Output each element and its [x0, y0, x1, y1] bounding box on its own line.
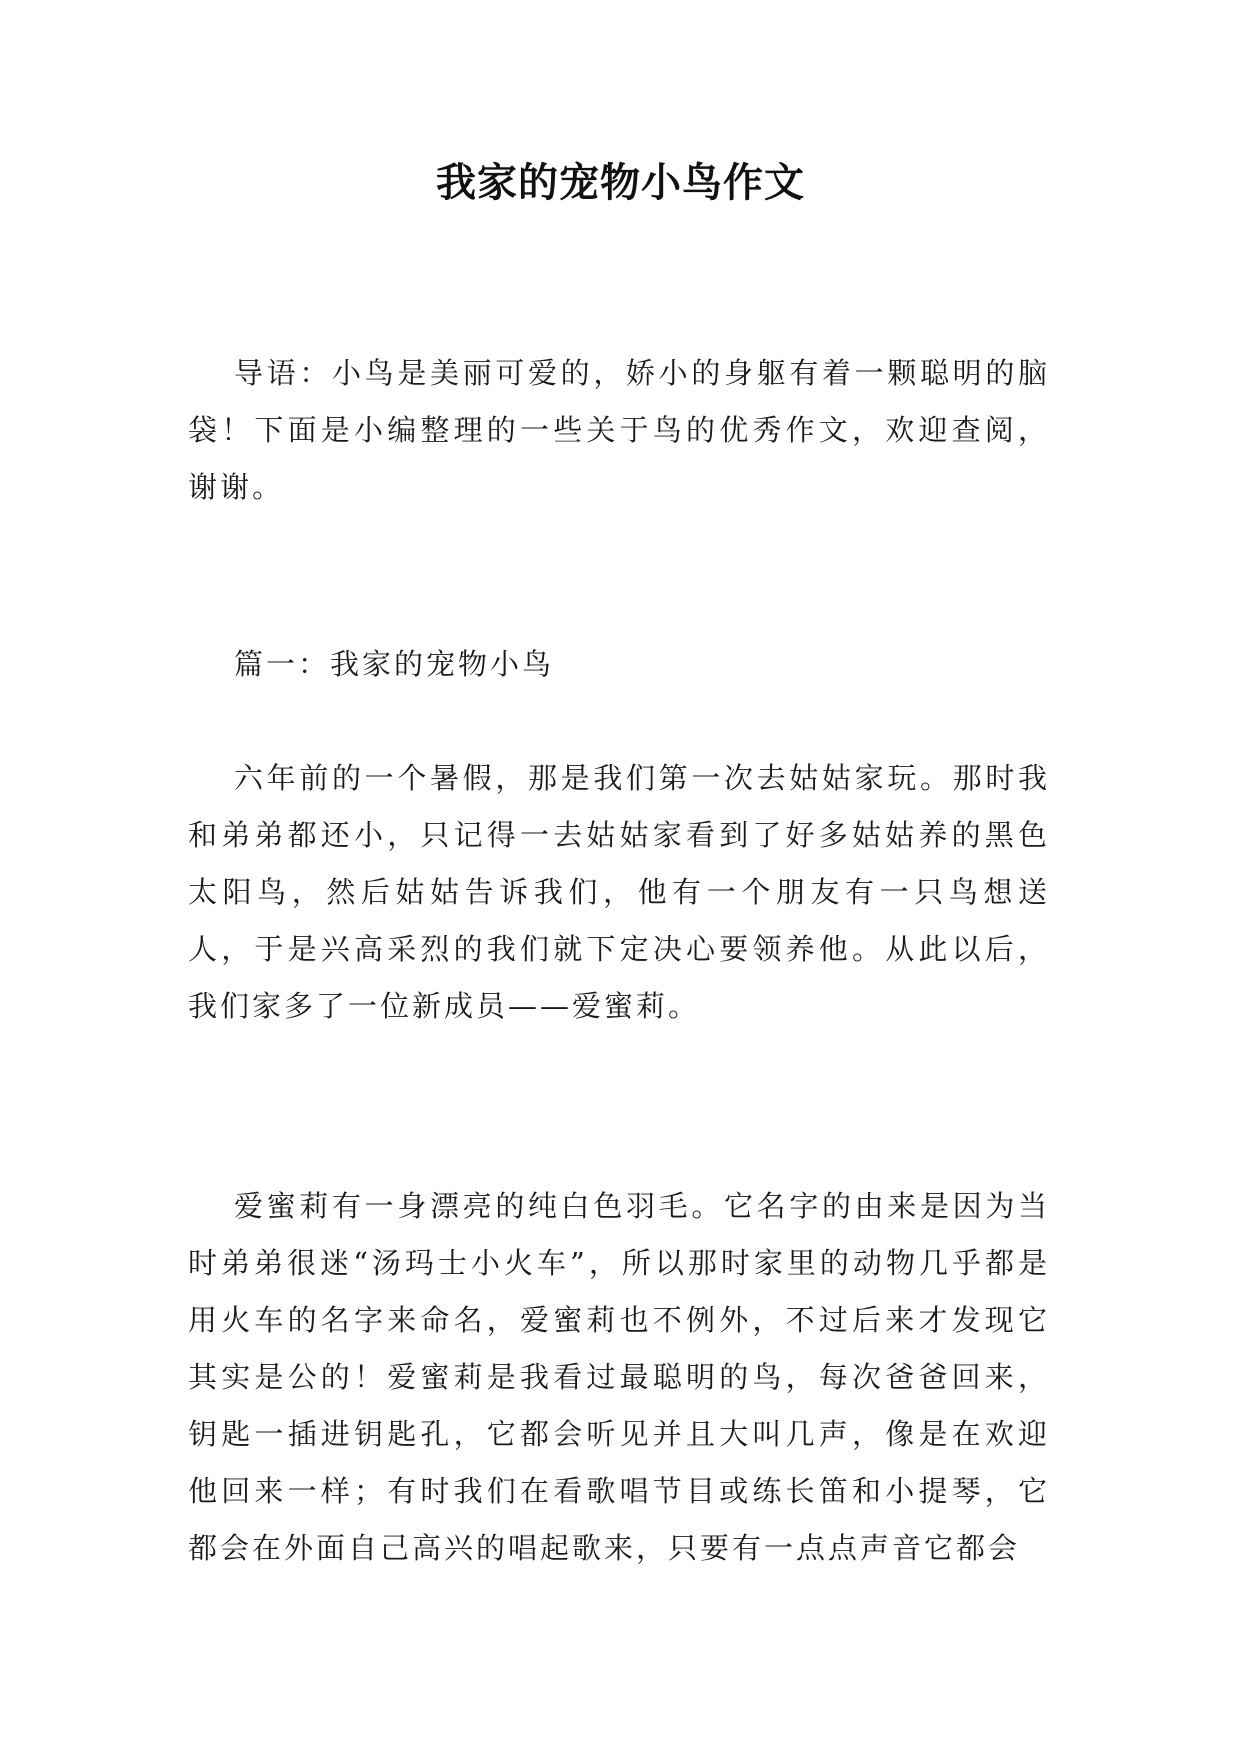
- section-heading: 篇一：我家的宠物小鸟: [234, 647, 555, 681]
- document-title: 我家的宠物小鸟作文: [436, 159, 805, 206]
- body-paragraph-2: 爱蜜莉有一身漂亮的纯白色羽毛。它名字的由来是因为当时弟弟很迷“汤玛士小火车”，所以那时家里的动物几乎都是用火车的名字来命名，爱蜜莉也不例外，不过后来才发现它其实是公的！爱蜜莉是我看过最聪明的鸟，每次爸爸回来，钥匙一插进钥匙孔，它都会听见并且大叫几声，像是在欢迎他回来一样；有时我们在看歌唱节目或练长笛和小提琴，它都会在外面自己高兴的唱起歌来，只要有一点点声音它都会: [188, 1189, 1050, 1565]
- body-paragraph-1: 六年前的一个暑假，那是我们第一次去姑姑家玩。那时我和弟弟都还小，只记得一去姑姑家看到了好多姑姑养的黑色太阳鸟，然后姑姑告诉我们，他有一个朋友有一只鸟想送人，于是兴高采烈的我们就下定决心要领养他。从此以后，我们家多了一位新成员——爱蜜莉。: [188, 761, 1050, 1023]
- intro-paragraph: 导语：小鸟是美丽可爱的，娇小的身躯有着一颗聪明的脑袋！下面是小编整理的一些关于鸟的优秀作文，欢迎查阅，谢谢。: [188, 356, 1050, 504]
